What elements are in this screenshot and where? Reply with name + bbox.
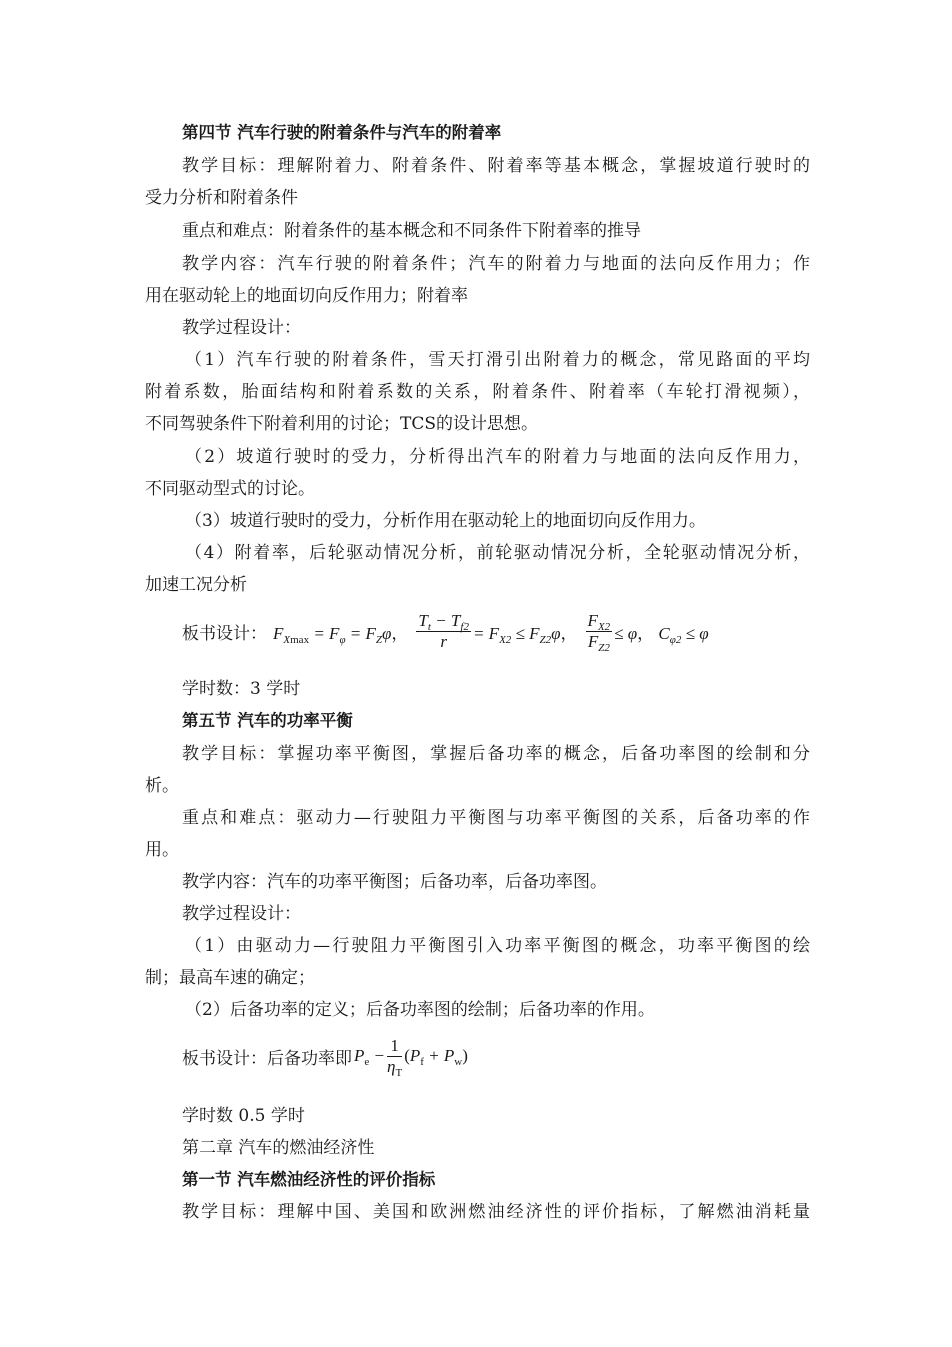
sec4-step1-line-3: 不同驾驶条件下附着利用的讨论；TCS的设计思想。 [145, 414, 538, 434]
sec5-step2: （2）后备功率的定义；后备功率图的绘制；后备功率的作用。 [185, 1000, 655, 1020]
chapter2-section-1-title: 第一节 汽车燃油经济性的评价指标 [182, 1170, 436, 1189]
sec4-step4-line-2: 加速工况分析 [145, 575, 247, 595]
sec4-step2-line-2: 不同驱动型式的讨论。 [145, 479, 315, 499]
sec4-process-heading: 教学过程设计： [182, 318, 301, 338]
sec4-step1-line-2: 附着系数，胎面结构和附着系数的关系，附着条件、附着率（车轮打滑视频）， [145, 382, 810, 402]
sec5-goal-line-2: 析。 [145, 776, 179, 796]
sec5-process-heading: 教学过程设计： [182, 904, 301, 924]
sec4-content-line-2: 用在驱动轮上的地面切向反作用力；附着率 [145, 286, 468, 306]
sec5-board-formula [182, 1030, 468, 1082]
sec4-goal-line-1: 教学目标：理解附着力、附着条件、附着率等基本概念，掌握坡道行驶时的 [182, 156, 810, 176]
chapter2-goal-line-1: 教学目标：理解中国、美国和欧洲燃油经济性的评价指标，了解燃油消耗量 [182, 1202, 810, 1222]
sec5-key-line-1: 重点和难点：驱动力—行驶阻力平衡图与功率平衡图的关系，后备功率的作 [182, 808, 810, 828]
sec5-goal-line-1: 教学目标：掌握功率平衡图，掌握后备功率的概念，后备功率图的绘制和分 [182, 744, 810, 764]
sec4-hours: 学时数：3 学时 [182, 679, 301, 699]
sec4-goal-line-2: 受力分析和附着条件 [145, 188, 298, 208]
sec5-step1-line-1: （1）由驱动力—行驶阻力平衡图引入功率平衡图的概念，功率平衡图的绘 [185, 936, 810, 956]
sec5-board-label: 板书设计：后备功率即 [182, 1048, 352, 1069]
sec4-step2-line-1: （2）坡道行驶时的受力，分析得出汽车的附着力与地面的法向反作用力， [185, 447, 810, 467]
chapter-2-title: 第二章 汽车的燃油经济性 [182, 1138, 375, 1158]
adhesion-formula: $F_{Xmax} = F_\varphi = F_Z\varphi$， $\frac{T_t - T_{f2}}{r}$ = $F_{X2} \le F_{Z2}\varphi$， $\frac{F_{X2}}{F_{Z2}}$ ≤ φ， $C_{\varphi 2} \le \varphi$ [273, 610, 709, 654]
section-5-title: 第五节 汽车的功率平衡 [182, 711, 353, 730]
sec4-board-label: 板书设计： [182, 623, 267, 644]
sec5-hours: 学时数 0.5 学时 [182, 1106, 305, 1126]
sec4-board-formula [182, 606, 709, 656]
sec4-key-points: 重点和难点：附着条件的基本概念和不同条件下附着率的推导 [182, 221, 641, 241]
sec5-content: 教学内容：汽车的功率平衡图；后备功率，后备功率图。 [182, 872, 607, 892]
sec4-step1-line-1: （1）汽车行驶的附着条件，雪天打滑引出附着力的概念，常见路面的平均 [185, 350, 810, 370]
sec4-content-line-1: 教学内容：汽车行驶的附着条件；汽车的附着力与地面的法向反作用力；作 [182, 254, 810, 274]
sec4-step3: （3）坡道行驶时的受力，分析作用在驱动轮上的地面切向反作用力。 [185, 511, 706, 531]
sec5-key-line-2: 用。 [145, 840, 179, 860]
section-4-title: 第四节 汽车行驶的附着条件与汽车的附着率 [182, 123, 502, 142]
sec4-step4-line-1: （4）附着率，后轮驱动情况分析，前轮驱动情况分析，全轮驱动情况分析， [185, 543, 810, 563]
reserve-power-formula: $P_e$ − $\frac{1}{\eta_T}$ $(P_f + P_w)$ [354, 1035, 468, 1079]
sec5-step1-line-2: 制；最高车速的确定； [145, 968, 315, 988]
